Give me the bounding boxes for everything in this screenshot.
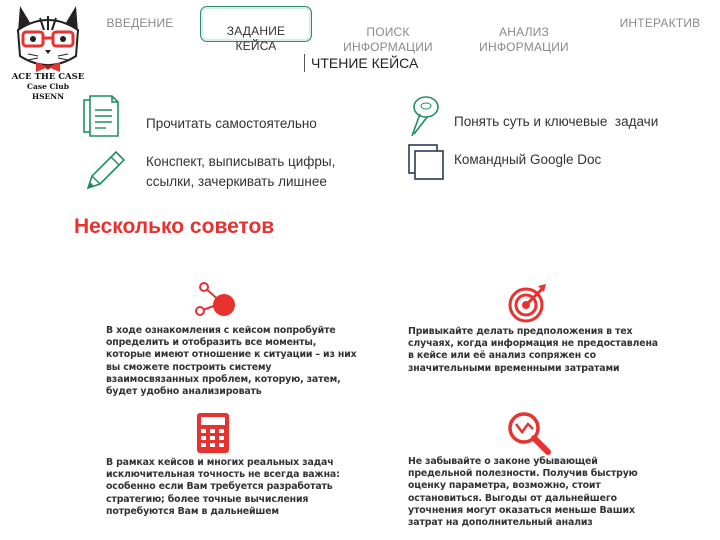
nav-item-search-info[interactable] xyxy=(328,10,448,55)
section-subheading: ЧТЕНИЕ КЕЙСА xyxy=(304,54,418,72)
tips-title: Несколько советов xyxy=(74,215,275,238)
document-icon xyxy=(82,94,122,140)
copy-icon xyxy=(406,142,446,182)
nav-label: ИНТЕРАКТИВ xyxy=(619,16,701,30)
nav-item-interactive[interactable] xyxy=(604,16,716,31)
nav-label: ВВЕДЕНИЕ xyxy=(106,16,174,30)
pencil-icon xyxy=(82,150,126,194)
logo-line-2: Case Club xyxy=(27,82,69,91)
nav-item-case-task[interactable] xyxy=(200,6,312,53)
nav-item-analyze-info[interactable] xyxy=(464,10,584,55)
tip-map-issues: В ходе ознакомления с кейсом попробуйте определить и отобразить все моменты, которые имеют отношение к ситуации – из них вы сможете построить систему взаимосвязанных проблем, которую, затем, будет удобно анализировать xyxy=(106,325,357,398)
magnifier-icon xyxy=(506,410,552,456)
logo-line-3: HSENN xyxy=(32,92,64,101)
calculator-icon xyxy=(196,412,230,454)
molecule-icon xyxy=(194,281,240,321)
nav-label: ПОИСК ИНФОРМАЦИИ xyxy=(343,25,433,54)
tip-assumptions: Привыкайте делать предположения в тех случаях, когда информация не предоставлена в кейсе или её анализ сопряжен со значительными временными затратами xyxy=(408,326,658,374)
step-google-doc: Командный Google Doc xyxy=(454,152,602,167)
nav-label: ЗАДАНИЕ КЕЙСА xyxy=(226,24,286,53)
tip-precision: В рамках кейсов и многих реальных задач исключительная точность не всегда важна: особенно если Вам требуется разработать стратегию; более точные вычисления потребуются Вам в дальнейшем xyxy=(106,457,340,517)
logo-line-1: ACE THE CASE xyxy=(11,72,85,82)
nav-label: АНАЛИЗ ИНФОРМАЦИИ xyxy=(479,25,569,54)
target-icon xyxy=(506,284,548,324)
step-understand: Понять суть и ключевые задачи xyxy=(454,114,659,129)
step-notes: Конспект, выписывать цифры, ссылки, зачеркивать лишнее xyxy=(146,154,336,189)
logo-caption xyxy=(8,72,88,102)
step-read-alone: Прочитать самостоятельно xyxy=(146,116,317,131)
nav-item-intro[interactable] xyxy=(100,16,180,31)
pin-icon xyxy=(406,94,442,140)
tip-diminishing-returns: Не забывайте о законе убывающей предельной полезности. Получив быструю оценку параметра, возможно, стоит остановиться. Выгоды от дальнейшего уточнения могут оказаться меньше Ваших затрат на дополнительный анализ xyxy=(408,456,638,529)
